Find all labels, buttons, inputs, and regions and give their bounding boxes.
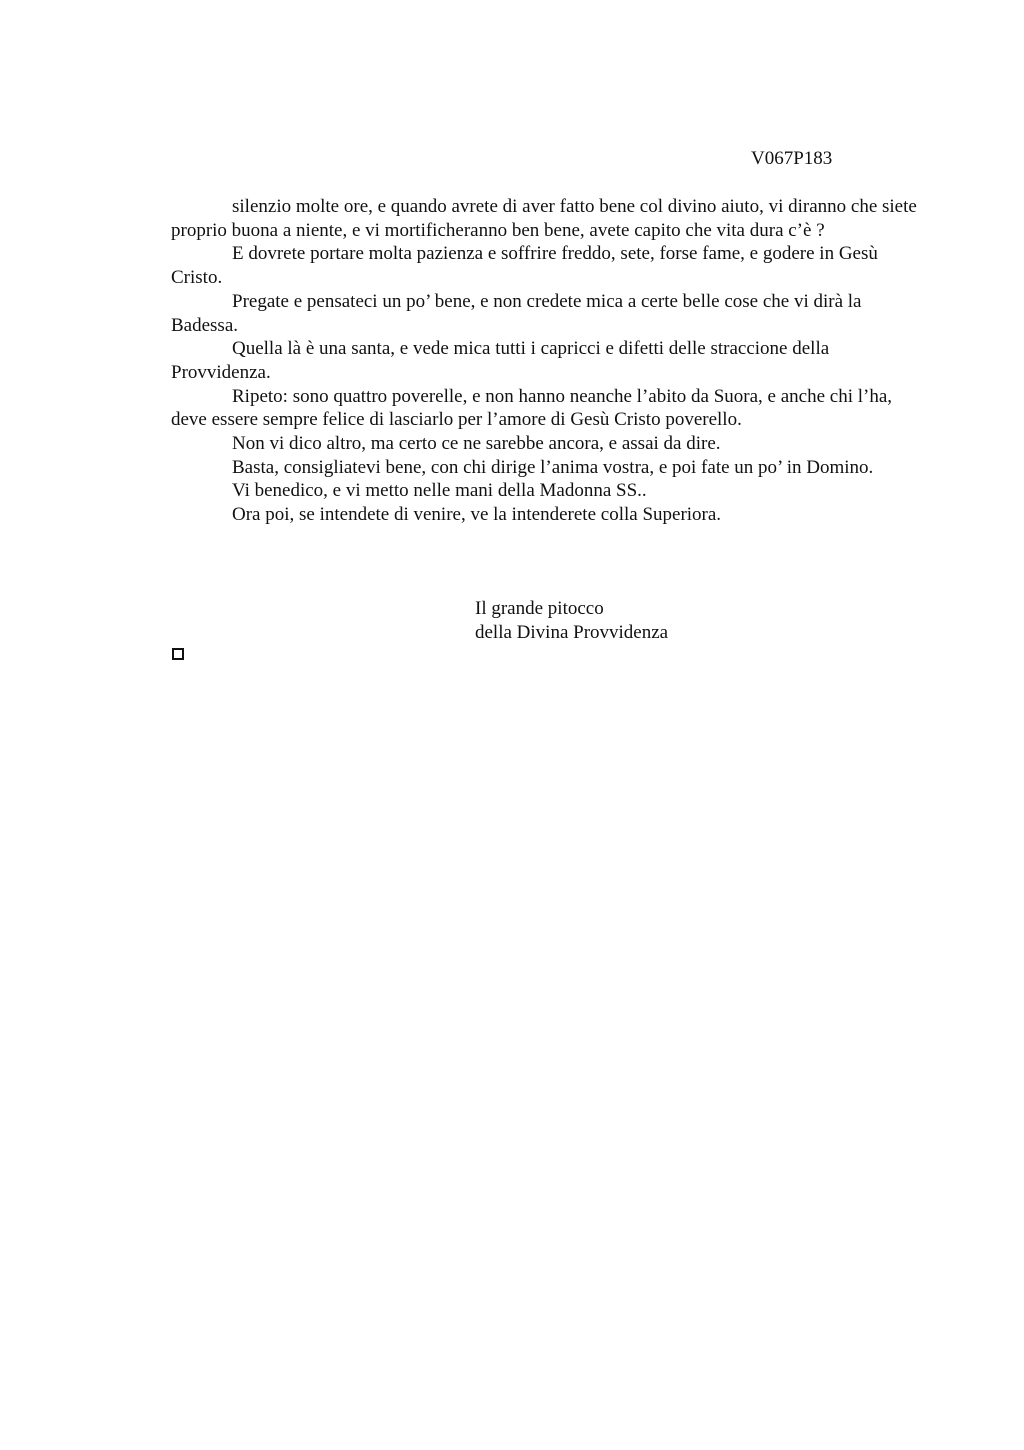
square-outline-icon xyxy=(172,648,184,660)
paragraph: Quella là è una santa, e vede mica tutti i capricci e difetti delle straccione della Provvidenza. xyxy=(171,338,830,383)
paragraph: Non vi dico altro, ma certo ce ne sarebbe ancora, e assai da dire. xyxy=(232,433,721,455)
page-reference: V067P183 xyxy=(751,148,833,169)
paragraph: E dovrete portare molta pazienza e soffrire freddo, sete, forse fame, e godere in Gesù Cristo. xyxy=(171,243,878,289)
paragraph: Ora poi, se intendete di venire, ve la intenderete colla Superiora. xyxy=(232,504,722,526)
paragraph: Vi benedico, e vi metto nelle mani della Madonna SS.. xyxy=(232,480,647,502)
paragraph: silenzio molte ore, e quando avrete di aver fatto bene col divino aiuto, vi diranno che siete proprio buona a niente, e vi mortificheranno ben bene, avete capito che vita dura c’è ? xyxy=(171,196,917,241)
signature-block xyxy=(475,597,668,645)
paragraph: Basta, consigliatevi bene, con chi dirige l’anima vostra, e poi fate un po’ in Domino. xyxy=(232,456,874,478)
signature-line-1: Il grande pitocco xyxy=(475,598,604,619)
signature-line-2: della Divina Provvidenza xyxy=(475,622,669,643)
paragraph: Pregate e pensateci un po’ bene, e non credete mica a certe belle cose che vi dirà la Badessa. xyxy=(171,290,862,336)
letter-body xyxy=(171,195,921,527)
paragraph: Ripeto: sono quattro poverelle, e non hanno neanche l’abito da Suora, e anche chi l’ha, deve essere sempre felice di lasciarlo per l’amore di Gesù Cristo poverello. xyxy=(171,385,893,431)
